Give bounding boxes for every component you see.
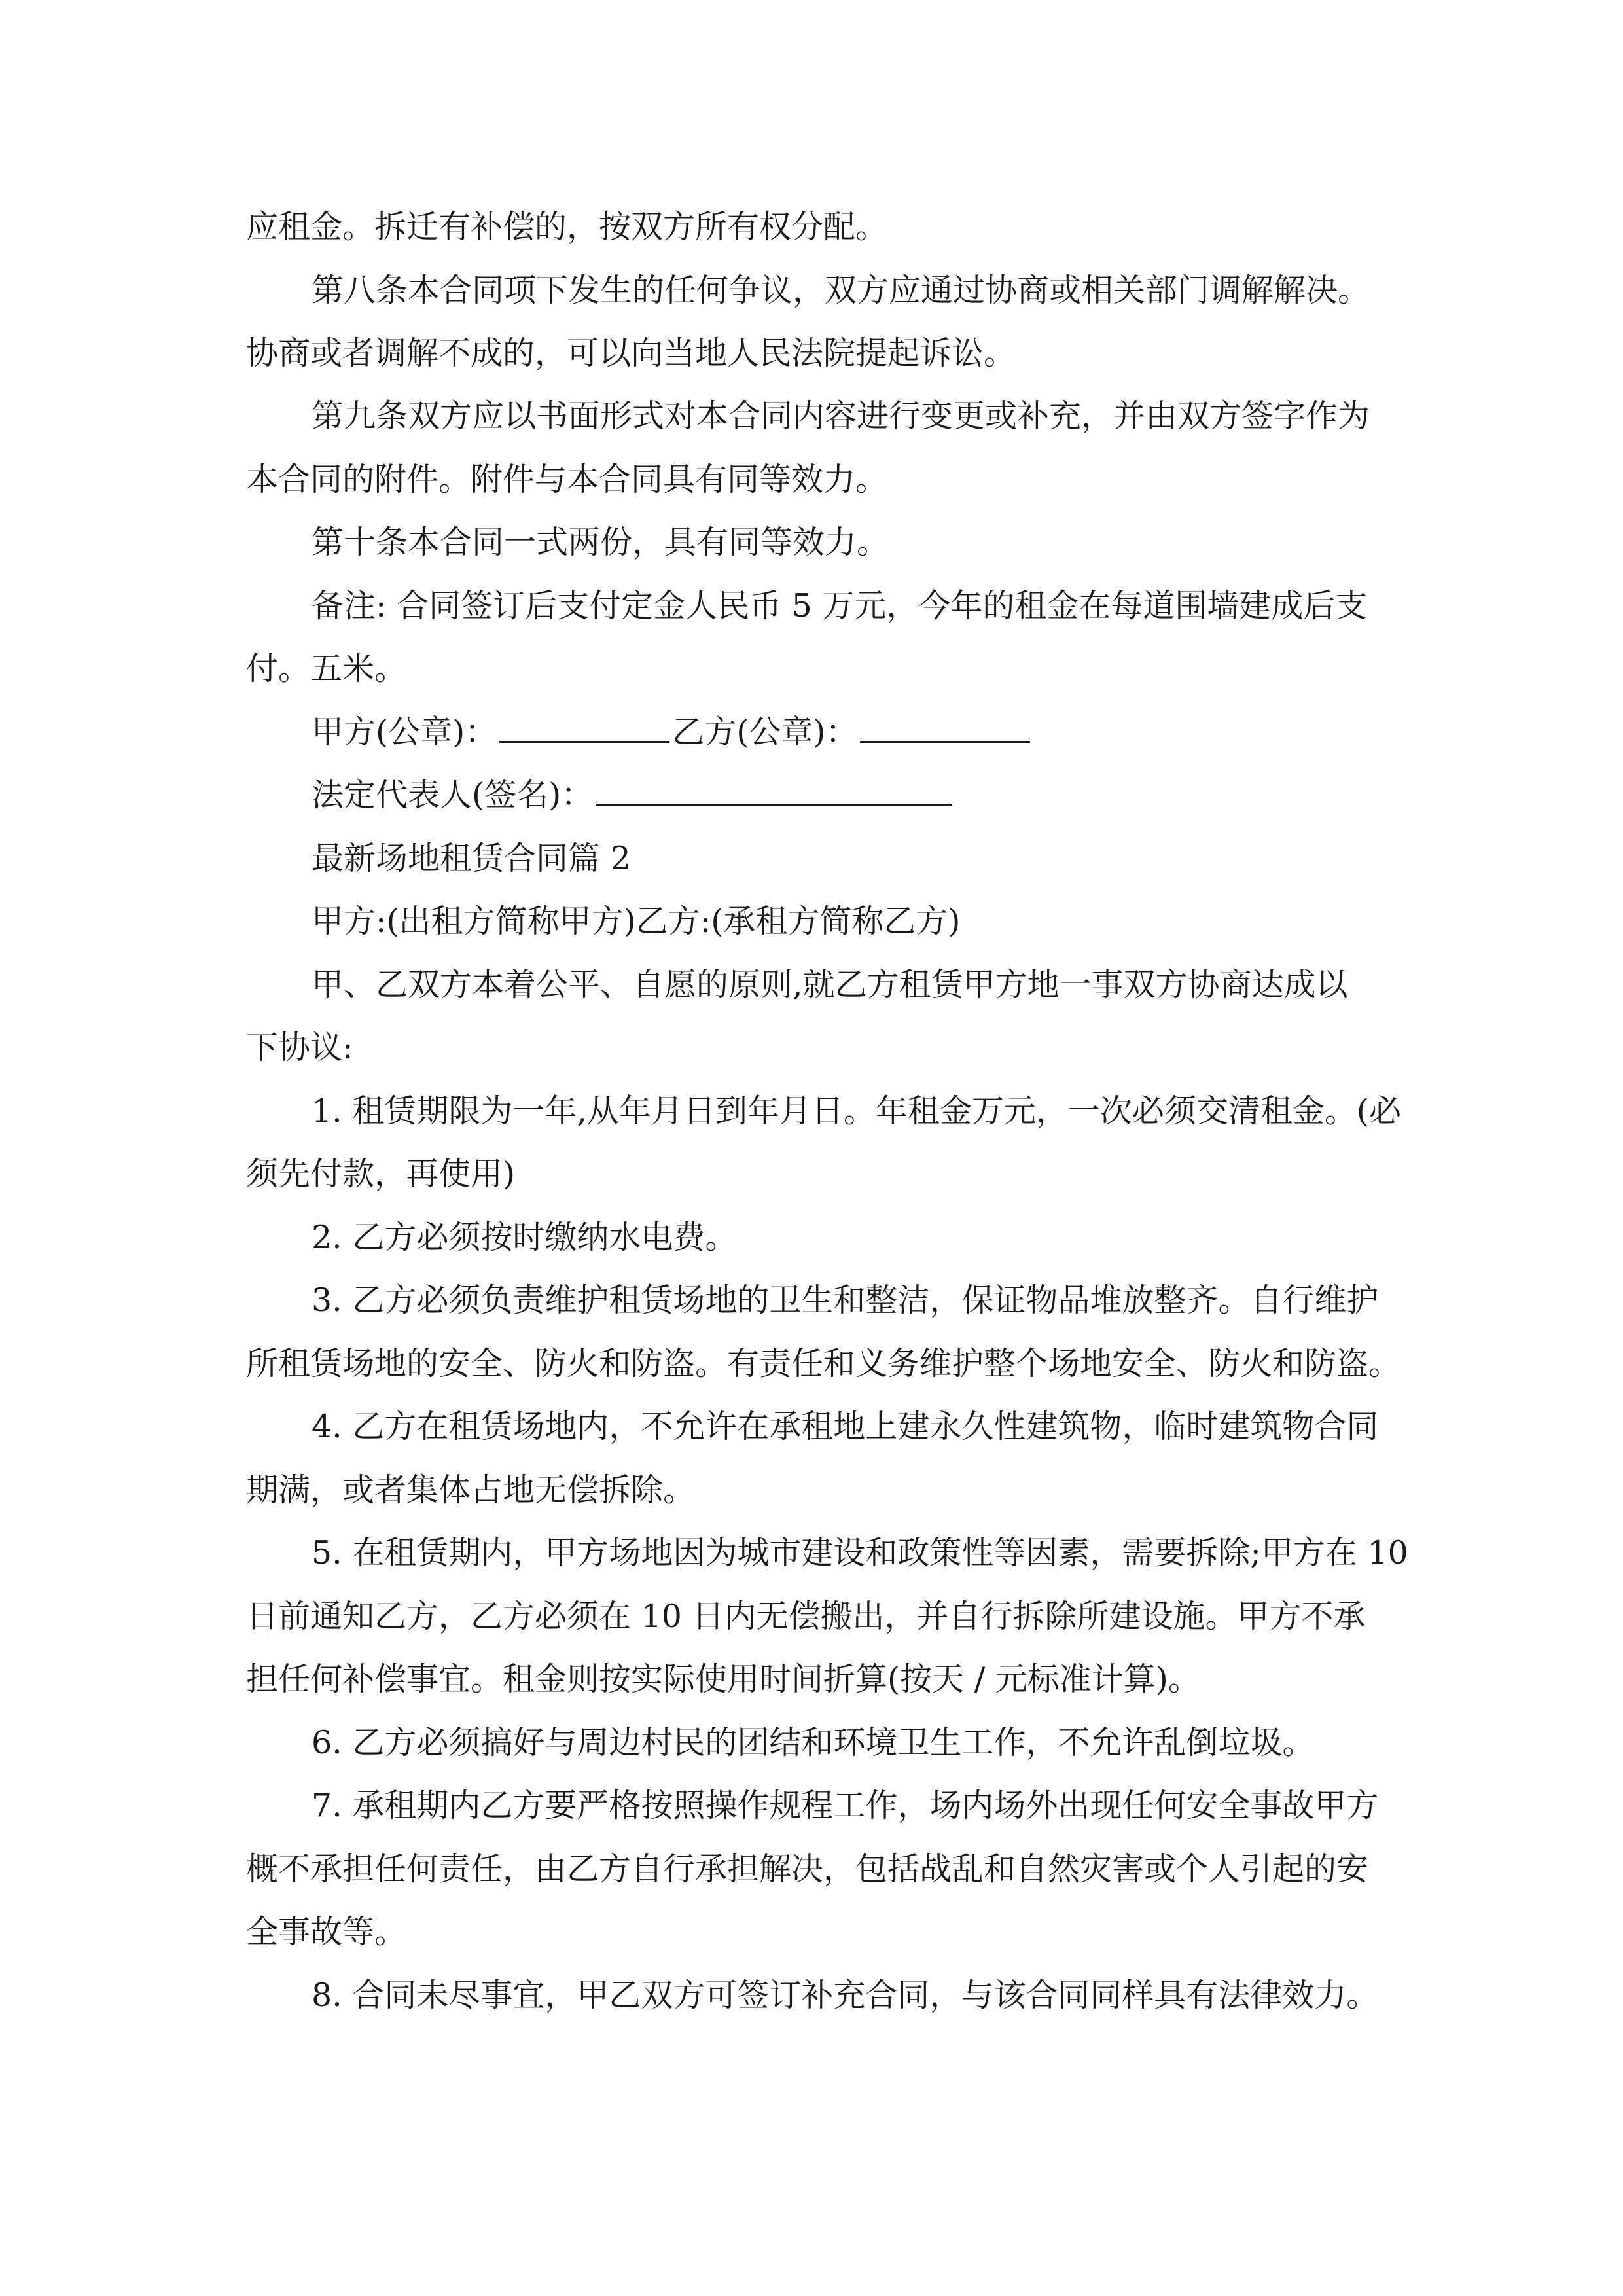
text-line: 应租金。拆迁有补偿的，按双方所有权分配。	[246, 208, 888, 245]
item-8-line: 8. 合同未尽事宜，甲乙双方可签订补充合同，与该合同同样具有法律效力。	[312, 1977, 1379, 2014]
clause-10-line: 第十条本合同一式两份，具有同等效力。	[312, 524, 889, 561]
preamble-line-1: 甲、乙双方本着公平、自愿的原则,就乙方租赁甲方地一事双方协商达成以	[312, 966, 1348, 1003]
item-7-line-3: 全事故等。	[246, 1913, 407, 1950]
representative-label: 法定代表人(签名)：	[312, 776, 594, 814]
preamble-line-2: 下协议:	[246, 1029, 353, 1066]
item-5-line-3: 担任何补偿事宜。租金则按实际使用时间折算(按天 / 元标准计算)。	[246, 1660, 1200, 1698]
item-5-line-1: 5. 在租赁期内，甲方场地因为城市建设和政策性等因素，需要拆除;甲方在 10	[312, 1534, 1408, 1571]
item-5-line-2: 日前通知乙方，乙方必须在 10 日内无偿搬出，并自行拆除所建设施。甲方不承	[246, 1598, 1366, 1635]
party-a-seal-label: 甲方(公章)：	[312, 713, 497, 751]
signature-party-line	[312, 712, 1033, 753]
item-3-line-1: 3. 乙方必须负责维护租赁场地的卫生和整洁，保证物品堆放整齐。自行维护	[312, 1282, 1379, 1319]
item-7-line-2: 概不承担任何责任，由乙方自行承担解决，包括战乱和自然灾害或个人引起的安	[246, 1850, 1369, 1888]
item-2-line: 2. 乙方必须按时缴纳水电费。	[312, 1219, 738, 1256]
clause-8-line-2: 协商或者调解不成的，可以向当地人民法院提起诉讼。	[246, 334, 1016, 372]
party-b-seal-blank	[860, 712, 1030, 743]
signature-representative-line	[312, 775, 955, 816]
item-6-line: 6. 乙方必须搞好与周边村民的团结和环境卫生工作，不允许乱倒垃圾。	[312, 1724, 1315, 1761]
clause-8-line-1: 第八条本合同项下发生的任何争议，双方应通过协商或相关部门调解解决。	[312, 272, 1370, 309]
clause-9-line-2: 本合同的附件。附件与本合同具有同等效力。	[246, 461, 888, 498]
item-3-line-2: 所租赁场地的安全、防火和防盗。有责任和义务维护整个场地安全、防火和防盗。	[246, 1345, 1401, 1382]
remark-line-1: 备注: 合同签订后支付定金人民币 5 万元，今年的租金在每道围墙建成后支	[312, 587, 1368, 624]
representative-blank	[596, 775, 952, 806]
clause-9-line-1: 第九条双方应以书面形式对本合同内容进行变更或补充，并由双方签字作为	[312, 397, 1370, 435]
item-1-line-2: 须先付款，再使用)	[246, 1155, 516, 1193]
item-1-line-1: 1. 租赁期限为一年,从年月日到年月日。年租金万元，一次必须交清租金。(必	[312, 1092, 1402, 1130]
section-title: 最新场地租赁合同篇 2	[312, 840, 631, 877]
item-4-line-1: 4. 乙方在租赁场地内，不允许在承租地上建永久性建筑物，临时建筑物合同	[312, 1408, 1379, 1445]
party-a-seal-blank	[499, 712, 669, 743]
item-4-line-2: 期满，或者集体占地无偿拆除。	[246, 1471, 696, 1509]
remark-line-2: 付。五米。	[246, 650, 407, 687]
item-7-line-1: 7. 承租期内乙方要严格按照操作规程工作，场内场外出现任何安全事故甲方	[312, 1787, 1379, 1824]
parties-line: 甲方:(出租方简称甲方)乙方:(承租方简称乙方)	[312, 903, 961, 940]
party-b-seal-label: 乙方(公章)：	[672, 713, 858, 751]
